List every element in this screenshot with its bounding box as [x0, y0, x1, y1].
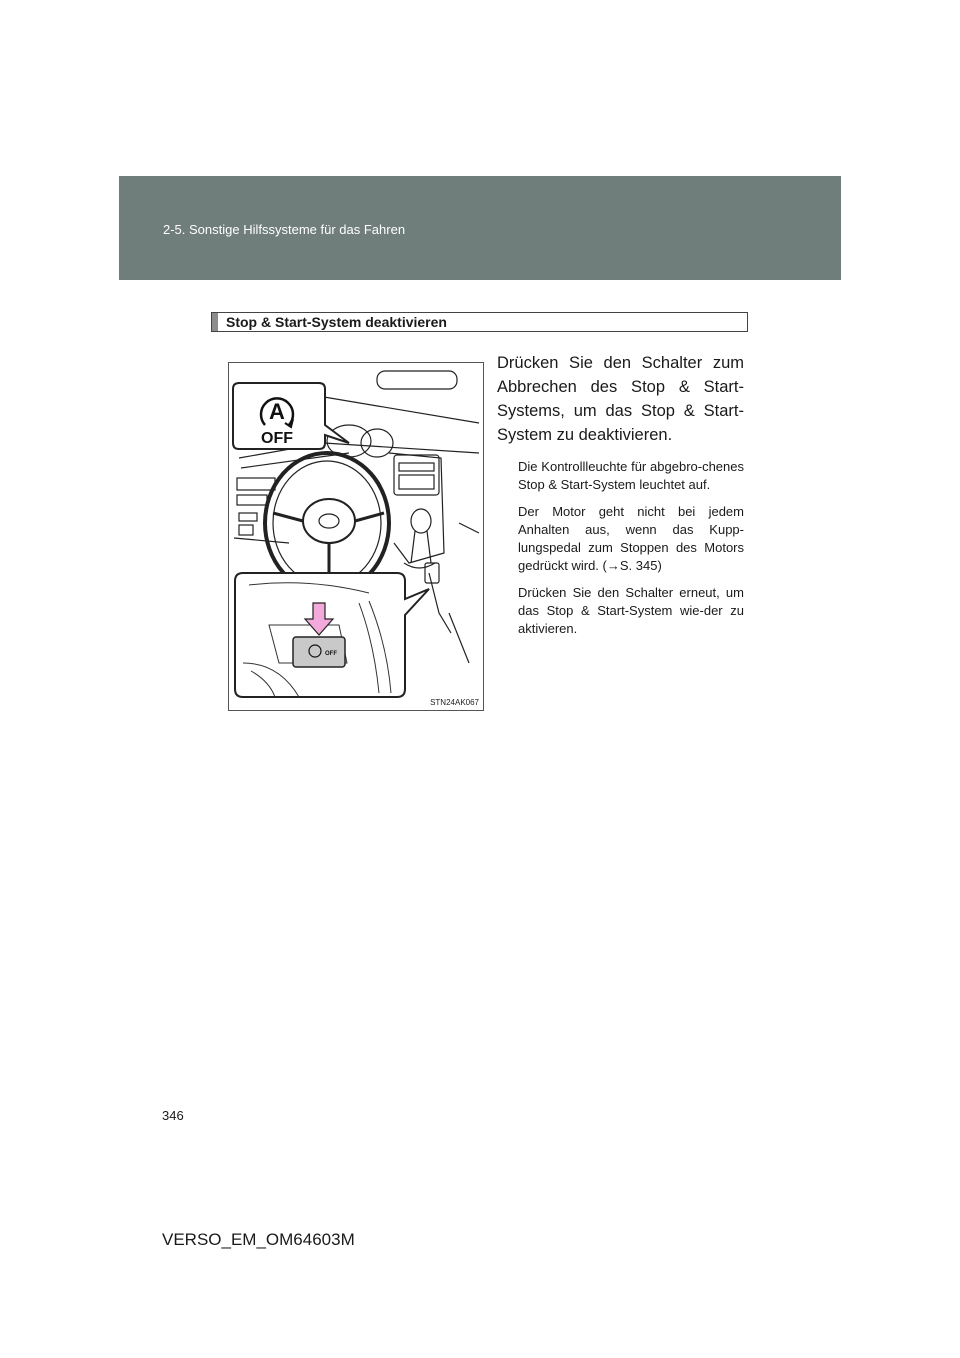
chapter-heading: 2-5. Sonstige Hilfssysteme für das Fahren: [163, 222, 406, 237]
figure-code: STN24AK067: [430, 698, 479, 707]
callout-a-off: [233, 383, 349, 449]
main-instruction: Drücken Sie den Schalter zum Abbrechen des Stop & Start-Systems, um das Stop & Start-System zu deaktivieren.: [497, 354, 744, 444]
section-heading-bar: [212, 313, 218, 331]
note-reactivate: Drücken Sie den Schalter erneut, um das Stop & Start-System wie-der zu aktivieren.: [518, 585, 744, 636]
dashboard-illustration: [228, 362, 484, 711]
page-number: 346: [162, 1108, 184, 1123]
callout-symbol: A: [269, 399, 285, 424]
switch-callout: [235, 573, 429, 697]
note-indicator: Die Kontrollleuchte für abgebro-chenes Stop & Start-System leuchtet auf.: [518, 459, 744, 492]
document-code: VERSO_EM_OM64603M: [162, 1230, 355, 1249]
section-heading-box: [211, 312, 748, 332]
svg-text:OFF: OFF: [325, 651, 337, 657]
rear-view-mirror: [377, 371, 457, 389]
note-clutch: Der Motor geht nicht bei jedem Anhalten aus, wenn das Kupp-lungspedal zum Stoppen des Motors gedrückt wird. (→S. 345): [518, 504, 744, 573]
stop-start-cancel-switch: [293, 637, 345, 667]
notes-list: [518, 458, 744, 647]
dashboard-drawing: [229, 363, 484, 711]
callout-off-label: OFF: [261, 430, 293, 447]
section-title: Stop & Start-System deaktivieren: [226, 314, 447, 330]
header-band: [119, 176, 841, 280]
